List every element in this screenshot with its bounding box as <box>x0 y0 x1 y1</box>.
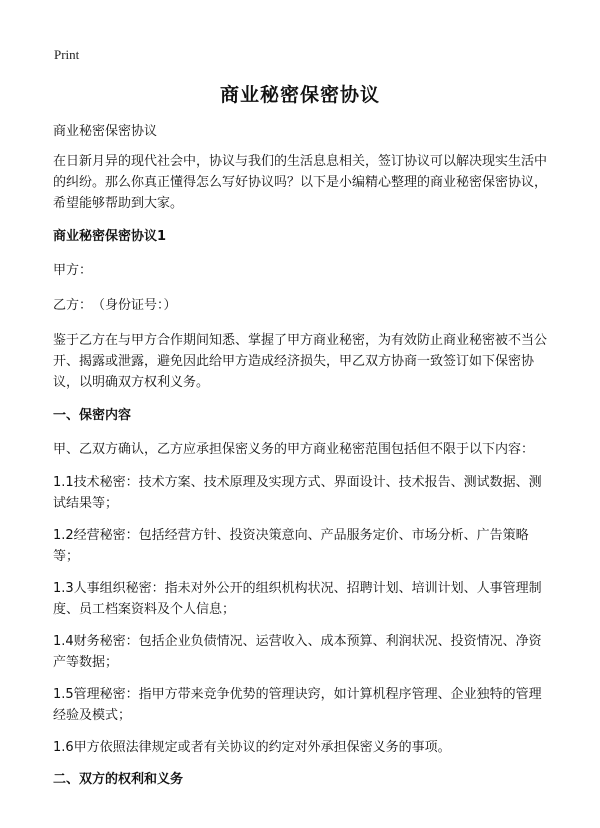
intro-paragraph: 在日新月异的现代社会中，协议与我们的生活息息相关，签订协议可以解决现实生活中的纠纷。那么你真正懂得怎么写好协议吗？以下是小编精心整理的商业秘密保密协议，希望能够帮助到大家。 <box>53 154 548 211</box>
clause-item: 1.2经营秘密：包括经营方针、投资决策意向、产品服务定价、市场分析、广告策略等； <box>53 528 529 564</box>
section-1-intro: 甲、乙双方确认，乙方应承担保密义务的甲方商业秘密范围包括但不限于以下内容： <box>53 442 535 457</box>
agreement-heading: 商业秘密保密协议1 <box>53 229 167 244</box>
section-1-heading: 一、保密内容 <box>53 408 132 423</box>
document-subtitle: 商业秘密保密协议 <box>53 124 158 139</box>
clause-item: 1.4财务秘密：包括企业负债情况、运营收入、成本预算、利润状况、投资情况、净资产等数据； <box>53 634 542 670</box>
party-b-field: 乙方： （身份证号：） <box>53 298 177 313</box>
document-title: 商业秘密保密协议 <box>219 84 380 106</box>
party-a-field: 甲方： <box>53 263 93 278</box>
clause-item: 1.1技术秘密：技术方案、技术原理及实现方式、界面设计、技术报告、测试数据、测试结果等； <box>53 475 542 511</box>
document-body <box>53 121 553 803</box>
clause-item: 1.5管理秘密：指甲方带来竞争优势的管理诀窍，如计算机程序管理、企业独特的管理经验及模式； <box>53 687 542 723</box>
print-label[interactable]: Print <box>54 47 80 62</box>
section-2-heading: 二、双方的权利和义务 <box>53 772 184 787</box>
clause-item: 1.3人事组织秘密：指未对外公开的组织机构状况、招聘计划、培训计划、人事管理制度、员工档案资料及个人信息； <box>53 581 542 617</box>
preamble-paragraph: 鉴于乙方在与甲方合作期间知悉、掌握了甲方商业秘密，为有效防止商业秘密被不当公开、揭露或泄露，避免因此给甲方造成经济损失，甲乙双方协商一致签订如下保密协议，以明确双方权利义务。 <box>53 333 548 390</box>
clause-item: 1.6甲方依照法律规定或者有关协议的约定对外承担保密义务的事项。 <box>53 740 451 755</box>
